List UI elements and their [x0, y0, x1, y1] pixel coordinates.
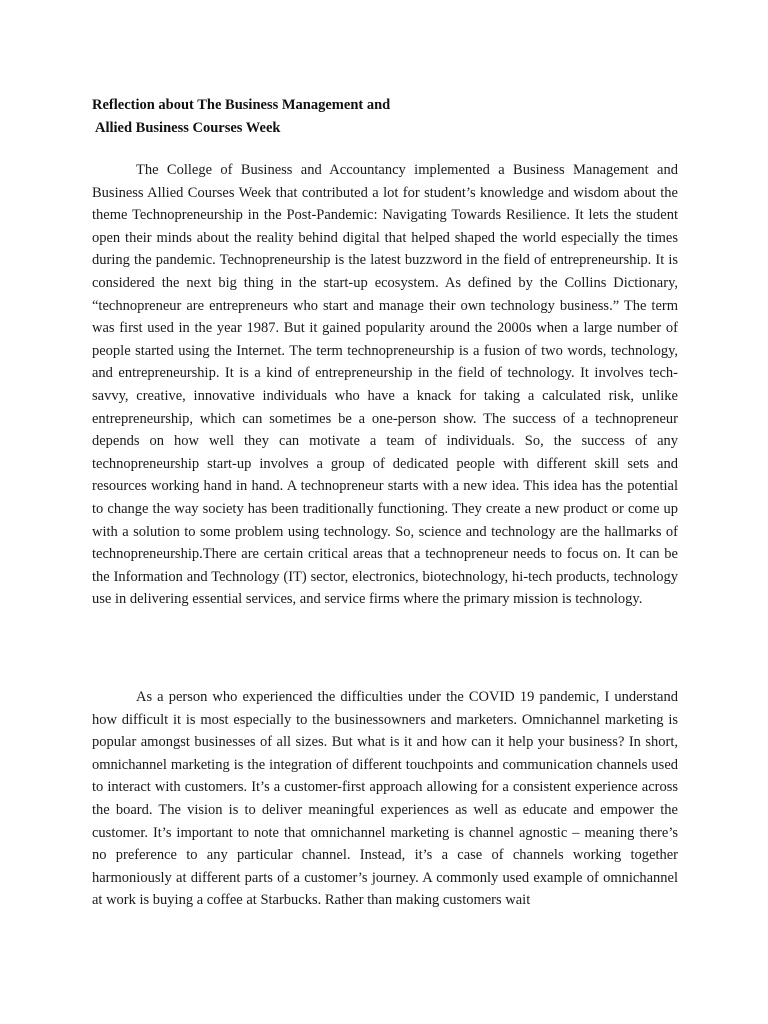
title-line-2: Allied Business Courses Week: [95, 120, 281, 136]
title-line-1: Reflection about The Business Management and: [92, 97, 391, 113]
paragraph-omnichannel: As a person who experienced the difficulties under the COVID 19 pandemic, I understand how difficult it is most especially to the businessowners and marketers. Omnichannel marketing is popular amongst businesses of all sizes. But what is it and how can it help your business? In short, omnichannel marketing is the integration of different touchpoints and communication channels used to interact with customers. It’s a customer-first approach allowing for a consistent experience across the board. The vision is to deliver meaningful experiences as well as educate and empower the customer. It’s important to note that omnichannel marketing is channel agnostic – meaning there’s no preference to any particular channel. Instead, it’s a case of channels working together harmoniously at different parts of a customer’s journey. A commonly used example of omnichannel at work is buying a coffee at Starbucks. Rather than making customers wait: [92, 689, 678, 909]
paragraph-technopreneurship: The College of Business and Accountancy implemented a Business Management and Business Allied Courses Week that contributed a lot for student’s knowledge and wisdom about the theme Technopreneurship in the Post-Pandemic: Navigating Towards Resilience. It lets the student open their minds about the reality behind digital that helped shaped the world especially the times during the pandemic. Technopreneurship is the latest buzzword in the field of entrepreneurship. It is considered the next big thing in the start-up ecosystem. As defined by the Collins Dictionary, “technopreneur are entrepreneurs who start and manage their own technology business.” The term was first used in the year 1987. But it gained popularity around the 2000s when a large number of people started using the Internet. The term technopreneurship is a fusion of two words, technology, and entrepreneurship. It is a kind of entrepreneurship in the field of technology. It involves tech-savvy, creative, innovative individuals who have a knack for taking a calculated risk, unlike entrepreneurship, which can sometimes be a one-person show. The success of a technopreneur depends on how well they can motivate a team of individuals. So, the success of any technopreneurship start-up involves a group of dedicated people with different skill sets and resources working hand in hand. A technopreneur starts with a new idea. This idea has the potential to change the way society has been traditionally functioning. They create a new product or come up with a solution to some problem using technology. So, science and technology are the hallmarks of technopreneurship.There are certain critical areas that a technopreneur needs to focus on. It can be the Information and Technology (IT) sector, electronics, biotechnology, hi-tech products, technology use in delivering essential services, and service firms where the primary mission is technology.: [92, 162, 678, 608]
document-title: [92, 94, 692, 140]
